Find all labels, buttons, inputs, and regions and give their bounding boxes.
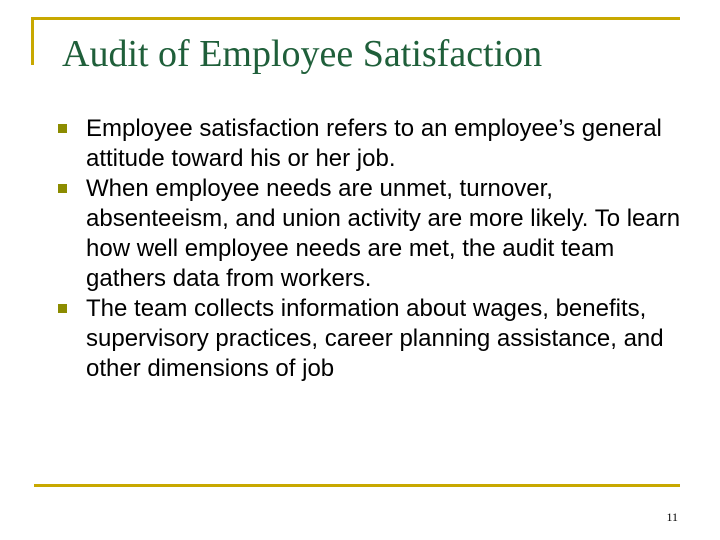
- bullet-text: When employee needs are unmet, turnover, absenteeism, and union activity are more likely. To learn how well employee needs are met, the audit team gathers data from workers.: [86, 175, 681, 292]
- bullet-item: [58, 114, 698, 174]
- slide-title: Audit of Employee Satisfaction: [62, 33, 543, 75]
- page-number: 11: [666, 510, 678, 524]
- footer-rule: [34, 484, 680, 487]
- bullet-item: [58, 294, 698, 384]
- square-bullet-icon: [58, 124, 67, 133]
- title-frame-top-rule: [31, 17, 680, 20]
- bullet-text: Employee satisfaction refers to an employee’s general attitude toward his or her job.: [86, 115, 662, 172]
- square-bullet-icon: [58, 184, 67, 193]
- title-frame-left-rule: [31, 17, 34, 65]
- bullet-item: [58, 174, 698, 294]
- bullet-list: [58, 114, 698, 384]
- square-bullet-icon: [58, 304, 67, 313]
- bullet-text: The team collects information about wages, benefits, supervisory practices, career planning assistance, and other dimensions of job: [86, 295, 664, 382]
